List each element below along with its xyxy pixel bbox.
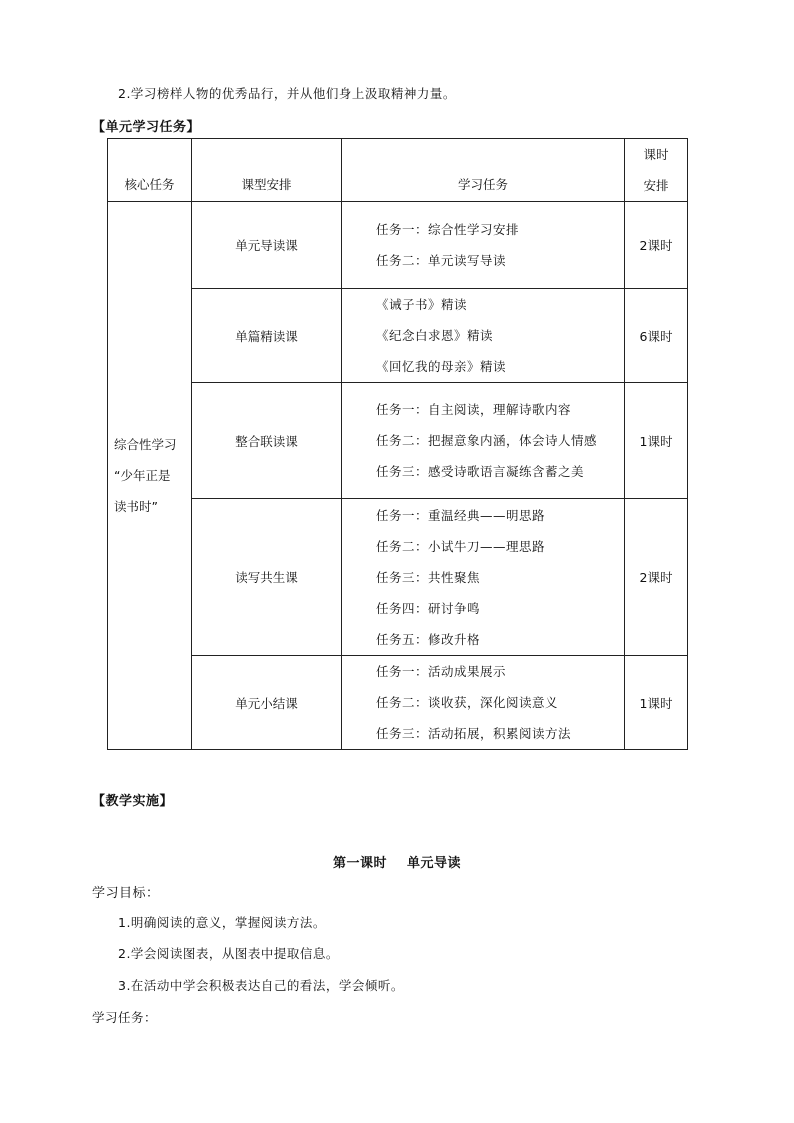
objective-item: 1.明确阅读的意义，掌握阅读方法。	[118, 915, 326, 930]
task-item: 任务二：小试牛刀——理思路	[376, 538, 546, 554]
section-teaching-heading: 【教学实施】	[92, 794, 174, 809]
tasks-cell	[342, 656, 625, 750]
section-unit-tasks-heading: 【单元学习任务】	[92, 120, 201, 135]
hours-cell: 6课时	[625, 289, 688, 383]
lesson-type-cell: 整合联读课	[192, 383, 342, 499]
task-item: 任务三：活动拓展，积累阅读方法	[376, 726, 572, 741]
objective-item: 3.在活动中学会积极表达自己的看法，学会倾听。	[118, 978, 404, 993]
lesson-title: 第一课时 单元导读	[332, 856, 462, 871]
table-row	[108, 656, 688, 750]
task-item: 任务五：修改升格	[376, 631, 481, 647]
task-item: 任务二：谈收获，深化阅读意义	[376, 695, 559, 710]
task-item: 《纪念白求恩》精读	[376, 328, 494, 343]
table-row	[108, 202, 688, 289]
table-row	[108, 383, 688, 499]
header-learning-tasks: 学习任务	[342, 139, 625, 202]
lesson-type-cell: 单元导读课	[192, 202, 342, 289]
lesson-type-cell: 读写共生课	[192, 499, 342, 656]
core-task-line2: “少年正是	[114, 468, 171, 483]
tasks-cell	[342, 202, 625, 289]
task-item: 任务一：综合性学习安排	[376, 222, 520, 237]
intro-line: 2.学习榜样人物的优秀品行，并从他们身上汲取精神力量。	[118, 86, 456, 101]
hours-cell: 2课时	[625, 202, 688, 289]
task-item: 任务二：把握意象内涵，体会诗人情感	[376, 433, 598, 448]
header-hours-line2: 安排	[643, 178, 669, 193]
tasks-label: 学习任务：	[92, 1010, 158, 1025]
table-header-row	[108, 139, 688, 202]
task-item: 任务一：活动成果展示	[376, 664, 507, 679]
header-lesson-type: 课型安排	[192, 139, 342, 202]
lesson-type-cell: 单元小结课	[192, 656, 342, 750]
header-hours-line1: 课时	[643, 147, 669, 162]
unit-tasks-table	[107, 138, 688, 750]
hours-cell: 2课时	[625, 499, 688, 656]
table-row	[108, 289, 688, 383]
task-item: 任务三：共性聚焦	[376, 569, 481, 585]
core-task-line1: 综合性学习	[114, 437, 177, 452]
core-task-line3: 读书时”	[114, 499, 158, 514]
task-item: 任务三：感受诗歌语言凝练含蓄之美	[376, 464, 585, 479]
task-item: 任务二：单元读写导读	[376, 253, 507, 268]
header-hours	[625, 139, 688, 202]
lesson-type-cell: 单篇精读课	[192, 289, 342, 383]
tasks-cell	[342, 289, 625, 383]
hours-cell: 1课时	[625, 656, 688, 750]
task-item: 《诫子书》精读	[376, 297, 468, 312]
header-core-task: 核心任务	[108, 139, 192, 202]
task-item: 任务一：重温经典——明思路	[376, 507, 546, 523]
objective-item: 2.学会阅读图表，从图表中提取信息。	[118, 946, 339, 961]
core-task-cell	[108, 202, 192, 750]
tasks-cell	[342, 499, 625, 656]
task-item: 《回忆我的母亲》精读	[376, 359, 507, 374]
task-item: 任务四：研讨争鸣	[376, 600, 481, 616]
task-item: 任务一：自主阅读，理解诗歌内容	[376, 402, 572, 417]
hours-cell: 1课时	[625, 383, 688, 499]
tasks-cell	[342, 383, 625, 499]
table-row	[108, 499, 688, 656]
objectives-label: 学习目标：	[92, 886, 160, 901]
